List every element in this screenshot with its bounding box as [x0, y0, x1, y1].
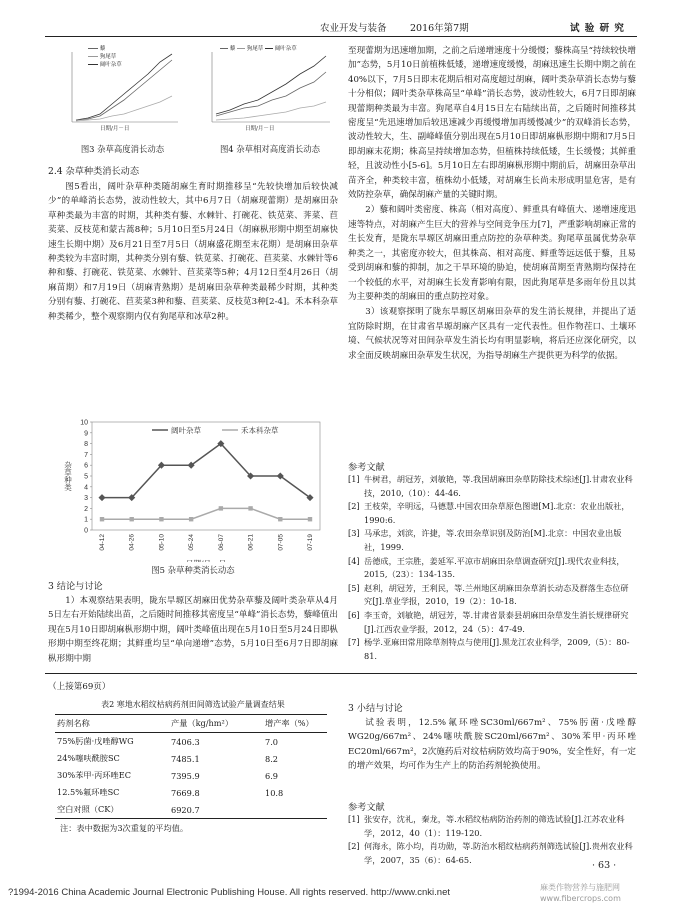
section-3-p1: 1）本观察结果表明，陇东旱塬区胡麻田优势杂草藜及阔叶类杂草从4月5日左右开始陆续出苗，之后随时间推移其密度呈“单峰”消长态势，藜峰值出现在5月10日即胡麻枞形期中期，阔叶类峰值出现在5月10日至5月24日即枞形期中期至终花期；其鲜重均呈“单向递增”态势，5月10日至6月7日即胡麻枞形期中期 — [48, 596, 338, 664]
table-row — [55, 733, 327, 751]
y-tick-label: 4 — [84, 484, 88, 492]
reference-text: 王枝荣，辛明远，马德慧.中国农田杂草原色图谱[M].北京：农业出版社，1990:6. — [364, 501, 630, 525]
table-cell-agent: 空白对照（CK） — [57, 804, 119, 814]
table-cell-increase: 8.2 — [265, 753, 279, 764]
reference-number: [2] — [348, 501, 360, 512]
x-tick-label: 04-12 — [99, 534, 106, 551]
y-tick-label: 0 — [84, 527, 88, 535]
reference-text: 何海永，陈小均，肖功勋，等.防治水稻纹枯病药剂筛选试验[J].贵州农业科学，2007，35（6）：64-65. — [364, 841, 633, 865]
x-tick-label: 04-26 — [128, 534, 136, 551]
right-p3: 3）该观察探明了陇东旱塬区胡麻田杂草的发生消长规律，并提出了适宜防除时期，在甘肃省旱塬胡麻产区具有一定代表性。但作物茬口、土壤环境、气候状况等对田间杂草发生消长均有明显影响，将后还应深化研究，以求全面反映胡麻田杂草发生状况，为指导胡麻生产提供更为科学的依据。 — [348, 307, 636, 361]
table-row — [55, 801, 327, 819]
refs-title: 参考文献 — [348, 462, 385, 473]
fig5-caption: 图5 杂草种类消长动态 — [151, 565, 235, 575]
figure-5 — [58, 412, 328, 562]
reference-item — [348, 527, 636, 554]
fig4-legend-1: 藜 — [229, 46, 236, 52]
reference-item — [348, 609, 636, 636]
reference-number: [7] — [348, 637, 360, 648]
section-2-4-text: 图5看出，阔叶杂草种类随胡麻生育时期推移呈“先较快增加后较快减少”的单峰消长态势，波动性较大，其中6月7日（胡麻现蕾期）是胡麻田杂草种类最为丰富的时期，其种类有藜、水棘针、打碗花、铁苋菜、荠菜、苣荬菜、反枝苋和蒙古蒿8种；5月10日至5月24日（胡麻枞形期中期至胡麻快速生长期中期）及6月21日至7月5日（胡麻盛花期至末花期）是胡麻田杂草种类较为丰富时期，其种类分别有藜、铁苋菜、打碗花、苣荬菜、水棘针等6种和藜、打碗花、铁苋菜、水棘针、苣荬菜等5种；4月12日至4月26日（胡麻苗期）和7月19日（胡麻青熟期）是胡麻田杂草种类最稀少时期，其种类分别有藜、打碗花、苣荬菜3种和藜、苣荬菜、反枝苋3种[2-4]。禾本科杂草种类稀少，整个观察期内仅有狗尾草和冰草2种。 — [48, 182, 338, 322]
y-axis-label: 杂草种类 — [63, 461, 73, 491]
table-cell-yield: 7485.1 — [171, 753, 200, 764]
header-rule — [45, 36, 637, 37]
page-number: · 63 · — [592, 860, 617, 871]
reference-number: [1] — [348, 814, 360, 824]
fig3-xlabel: 日期/月－日 — [100, 126, 130, 132]
section-divider — [45, 673, 637, 674]
reference-number: [3] — [348, 528, 360, 539]
series-line — [102, 444, 310, 498]
fig3-legend-2: 狗尾草 — [99, 54, 117, 60]
reference-item — [348, 500, 636, 527]
journal-title: 农业开发与装备 — [320, 23, 387, 34]
data-point — [189, 517, 193, 521]
data-point — [130, 517, 134, 521]
table-cell-yield: 7669.8 — [171, 787, 200, 798]
right-p2: 2）藜和阔叶类密度、株高（相对高度）、鲜重具有峰值大、递增速度迅速等特点，对胡麻产生巨大的营养与空间竞争压力[7]，严重影响胡麻正常的生长发育，是陇东旱塬区胡麻田重点防控的杂草种类。狗尾草虽属优势杂草种类之一，其密度亦较大，但其株高、相对高度、鲜重等远远低于藜，且易受到胡麻和藜的抑制，加之干旱环境的胁迫，使胡麻苗期至青熟期均保持在一个较低的水平，对胡麻生长发育影响有限，因此狗尾草是多雨年份且以其为主要种类的胡麻田的重点防控对象。 — [348, 205, 636, 302]
y-tick-label: 7 — [84, 451, 88, 459]
x-tick-label: 06-21 — [247, 534, 255, 551]
summary-text: 试验表明，12.5%氟环唑SC30ml/667m²、75%肟菌·戊唑醇WG20g/667m²、24%噻呋酰胺SC20ml/667m²、30%苯甲·丙环唑EC20ml/667m²，2次施药后对纹枯病防效均高于90%，安全性好，有一定的增产效果，均可作为生产上的防治药剂轮换使用。 — [348, 718, 636, 772]
x-tick-label: 05-10 — [158, 534, 166, 551]
reference-text: 杨学.亚麻田常用除草剂特点与使用[J].黑龙江农业科学，2009,（5）：80-81. — [364, 637, 630, 661]
table-cell-increase: 10.8 — [265, 787, 284, 798]
figure-3 — [60, 44, 180, 132]
data-point — [98, 494, 105, 501]
summary-heading: 3 小结与讨论 — [348, 703, 403, 714]
reference-item — [348, 582, 636, 609]
data-point — [278, 517, 282, 521]
y-tick-label: 2 — [84, 505, 88, 513]
reference-text: 赵利，胡冠芳，王利民，等.兰州地区胡麻田杂草消长动态及群落生态位研究[J].草业学报，2010，19（2）：10-18. — [364, 582, 629, 607]
reference-number: [1] — [348, 474, 360, 484]
reference-item — [348, 555, 636, 582]
summary-refs-title: 参考文献 — [348, 802, 385, 813]
x-tick-label: 05-24 — [188, 534, 196, 551]
table-cell-yield: 6920.7 — [171, 804, 200, 815]
reference-number: [6] — [348, 609, 360, 620]
reference-text: 马承忠，刘滨，许捷，等.农田杂草识别及防治[M].北京：中国农业出版社，1999. — [364, 528, 622, 552]
table-row — [55, 784, 327, 801]
fig4-legend-2: 狗尾草 — [246, 46, 264, 52]
data-point — [248, 506, 252, 510]
table-header-yield: 产量（kg/hm²） — [171, 718, 234, 728]
watermark: 麻类作物营养与施肥网 www.fibercrops.com — [540, 883, 621, 903]
table-cell-increase: 7.0 — [265, 736, 279, 747]
continued-from: （上接第69页） — [48, 682, 111, 692]
fig4-legend — [220, 44, 335, 52]
reference-number: [4] — [348, 555, 360, 566]
section-label: 试 验 研 究 — [570, 23, 625, 34]
fig4-xlabel: 日期/月－日 — [245, 126, 275, 132]
fig3-caption: 图3 杂草高度消长动态 — [80, 144, 165, 154]
y-tick-label: 5 — [84, 473, 88, 481]
x-axis-label — [186, 558, 226, 562]
table-cell-yield: 7406.3 — [171, 736, 200, 747]
table-cell-agent: 75%肟菌·戊唑醇WG — [57, 736, 134, 746]
y-tick-label: 8 — [84, 441, 88, 449]
y-tick-label: 10 — [80, 419, 88, 427]
reference-number: [2] — [348, 841, 360, 852]
table-cell-yield: 7395.9 — [171, 770, 200, 781]
data-point — [219, 506, 223, 510]
y-tick-label: 3 — [84, 495, 88, 503]
y-tick-label: 1 — [84, 516, 88, 524]
fig4-caption: 图4 杂草相对高度消长动态 — [219, 144, 321, 154]
table-title: 表2 寒地水稻纹枯病药剂田间筛选试验产量调查结果 — [101, 700, 285, 709]
table-row — [55, 767, 327, 784]
copyright-footer: ?1994-2016 China Academic Journal Electronic Publishing House. All rights reserved. http://www.cnki.net — [8, 887, 450, 898]
figure-4 — [200, 44, 335, 132]
table-row — [55, 750, 327, 767]
table-cell-increase: 6.9 — [265, 770, 279, 781]
data-point — [100, 517, 104, 521]
x-tick-label: 07-05 — [277, 534, 285, 551]
reference-item — [348, 813, 636, 840]
reference-text: 李玉奇，刘敏艳，胡冠芳，等.甘肃省景泰县胡麻田杂草发生消长规律研究[J].江西农业学报，2012，24（5）：47-49. — [364, 609, 629, 634]
reference-item — [348, 473, 636, 500]
x-tick-label: 07-19 — [307, 534, 314, 551]
section-2-4-heading: 2.4 杂草种类消长动态 — [48, 166, 140, 177]
table-cell-agent: 30%苯甲·丙环唑EC — [57, 770, 131, 780]
fig4-legend-3: 阔叶杂草 — [274, 46, 297, 52]
right-p1: 至现蕾期为迅速增加期，之前之后递增速度十分缓慢；藜株高呈“持续较快增加”态势，5月10日前植株低矮，递增速度缓慢，胡麻迅速生长期中期之前在40%以下，7月5日即末花期后相对高度超过胡麻，阔叶类杂草消长态势与藜十分相似；阔叶类杂草株高呈“单峰”消长态势，波动性较大，6月7日即胡麻现蕾期种类最为丰富。狗尾草自4月15日左右陆续出苗，之后随时间推移其密度呈“先迅速增加后较迅速减少再缓慢增加再缓慢减少”的双峰消长态势，波动性较大，生、副峰峰值分别出现在5月10日即胡麻枞形期中期和7月5日即胡麻末花期；株高呈持续增加态势，但植株持续低矮，生长缓慢；其鲜重轻，且波动性小[5-6]。5月10日左右即胡麻枞形期中期前后，胡麻田杂草出苗齐全，种类较丰富，植株幼小低矮，对胡麻生长尚未形成明显危害，是有效防控杂草，确保胡麻产量的关键时期。 — [348, 46, 636, 201]
table-cell-increase — [263, 801, 327, 819]
reference-item — [348, 636, 636, 663]
table-2 — [55, 714, 327, 819]
data-point — [308, 517, 312, 521]
fig3-legend-3: 阔叶杂草 — [99, 62, 122, 68]
fig4-plot — [200, 44, 335, 132]
reference-text: 牛树君，胡冠芳，刘敏艳，等.我国胡麻田杂草防除技术综述[J].甘肃农业科技，2010,（10）：44-46. — [364, 474, 633, 498]
legend-label: 禾本科杂草 — [241, 426, 279, 435]
fig5-chart — [58, 412, 328, 562]
x-tick-label: 06-07 — [217, 534, 225, 551]
table-header-agent: 药剂名称 — [57, 718, 90, 728]
fig3-legend — [88, 44, 168, 68]
table-note: 注：表中数据为3次重复的平均值。 — [60, 823, 189, 833]
reference-number: [5] — [348, 582, 360, 593]
reference-text: 岳德成，王宗胜，姜延军.平凉市胡麻田杂草调查研究[J].现代农业科技，2015,（23）：134-135. — [364, 555, 625, 580]
journal-issue: 2016年第7期 — [410, 23, 469, 34]
table-header-increase: 增产率（%） — [265, 718, 314, 728]
fig3-legend-1: 藜 — [99, 46, 106, 52]
section-3-heading: 3 结论与讨论 — [48, 581, 103, 592]
table-cell-agent: 24%噻呋酰胺SC — [57, 753, 120, 763]
legend-label: 阔叶杂草 — [171, 426, 201, 435]
y-tick-label: 6 — [84, 462, 88, 470]
reference-list — [348, 473, 636, 663]
right-column-text — [348, 44, 636, 364]
reference-text: 张安存，沈礼，秦龙，等.水稻纹枯病防治药剂的筛选试验[J].江苏农业科学，2012，40（1）：119-120. — [364, 814, 625, 838]
data-point — [159, 517, 163, 521]
y-tick-label: 9 — [84, 430, 88, 438]
table-cell-agent: 12.5%氟环唑SC — [57, 787, 120, 797]
